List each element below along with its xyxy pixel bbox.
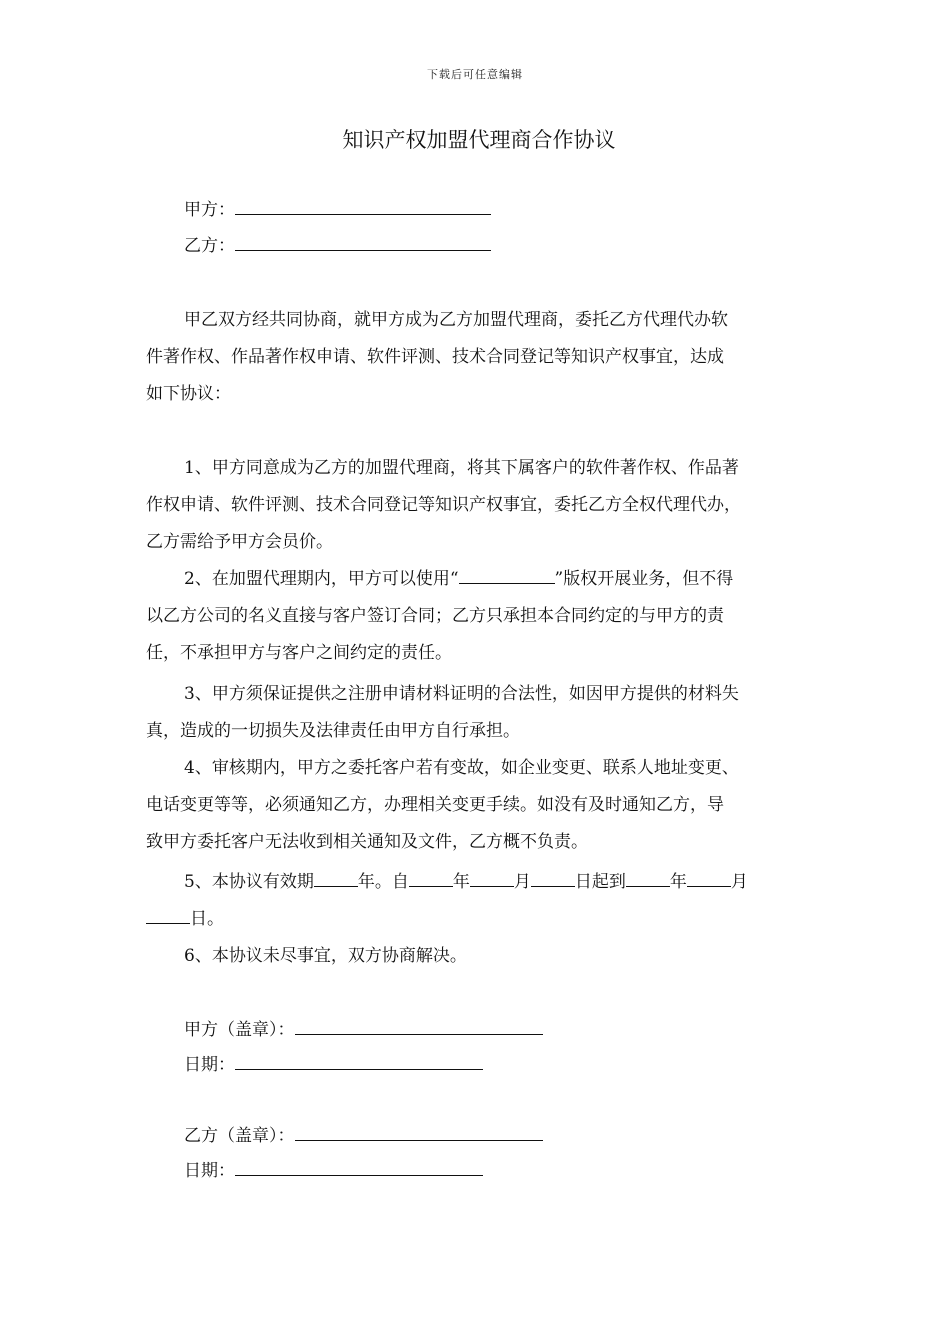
clause-5-part-4: 月 [513, 872, 531, 892]
clause-5-part-2: 年。自 [357, 872, 409, 892]
date-b-field [184, 1157, 483, 1183]
date-a-label: 日期： [184, 1055, 235, 1075]
clause-5-part-6: 年 [669, 872, 687, 892]
clause-2-line-3: 任，不承担甲方与客户之间约定的责任。 [146, 643, 452, 663]
party-b-seal-blank [295, 1122, 543, 1141]
clause-5-part-7: 月 [730, 872, 748, 892]
intro-line-3: 如下协议： [146, 384, 231, 404]
clause-5-years-blank [314, 868, 358, 887]
clause-5 [146, 864, 812, 938]
clause-5-end-day-blank [146, 905, 190, 924]
clause-5-start-month-blank [470, 868, 514, 887]
clause-5-part-1: 5、本协议有效期 [184, 872, 314, 892]
clause-2-line-2: 以乙方公司的名义直接与客户签订合同；乙方只承担本合同约定的与甲方的责 [146, 606, 724, 626]
clause-1-line-1: 1、甲方同意成为乙方的加盟代理商，将其下属客户的软件著作权、作品著 [184, 458, 739, 478]
party-a-seal-label: 甲方（盖章）： [184, 1020, 295, 1040]
party-b-seal-field [184, 1122, 543, 1148]
party-b-blank [235, 232, 491, 251]
party-b-seal-label: 乙方（盖章）： [184, 1126, 295, 1146]
party-b-field [184, 232, 491, 258]
party-a-seal-field [184, 1016, 543, 1042]
date-b-blank [235, 1157, 483, 1176]
clause-5-part-5: 日起到 [574, 872, 626, 892]
clause-5-start-day-blank [531, 868, 575, 887]
party-a-label: 甲方： [184, 200, 235, 220]
date-a-blank [235, 1051, 483, 1070]
clause-5-start-year-blank [409, 868, 453, 887]
date-a-field [184, 1051, 483, 1077]
clause-3-line-1: 3、甲方须保证提供之注册申请材料证明的合法性，如因甲方提供的材料失 [184, 684, 739, 704]
clause-2-line-1a: 2、在加盟代理期内，甲方可以使用“ [184, 569, 459, 589]
intro-paragraph [146, 302, 812, 413]
party-a-field [184, 196, 491, 222]
party-a-blank [235, 196, 491, 215]
clause-5-end-month-blank [687, 868, 731, 887]
clause-4-line-2: 电话变更等等，必须通知乙方，办理相关变更手续。如没有及时通知乙方，导 [146, 795, 724, 815]
clause-4 [146, 750, 812, 861]
clause-1 [146, 450, 812, 561]
intro-line-1: 甲乙双方经共同协商，就甲方成为乙方加盟代理商，委托乙方代理代办软 [184, 310, 728, 330]
header-note: 下载后可任意编辑 [427, 68, 523, 81]
clause-5-part-8: 日。 [190, 909, 224, 929]
clause-6-text: 6、本协议未尽事宜，双方协商解决。 [184, 946, 467, 966]
intro-line-2: 件著作权、作品著作权申请、软件评测、技术合同登记等知识产权事宜，达成 [146, 347, 724, 367]
clause-3-line-2: 真，造成的一切损失及法律责任由甲方自行承担。 [146, 721, 520, 741]
clause-5-end-year-blank [626, 868, 670, 887]
clause-4-line-3: 致甲方委托客户无法收到相关通知及文件，乙方概不负责。 [146, 832, 588, 852]
document-title: 知识产权加盟代理商合作协议 [342, 128, 616, 152]
clause-3 [146, 676, 812, 750]
date-b-label: 日期： [184, 1161, 235, 1181]
clause-2-line-1b: ”版权开展业务，但不得 [554, 569, 734, 589]
clause-1-line-3: 乙方需给予甲方会员价。 [146, 532, 333, 552]
clause-1-line-2: 作权申请、软件评测、技术合同登记等知识产权事宜，委托乙方全权代理代办， [146, 495, 741, 515]
party-a-seal-blank [295, 1016, 543, 1035]
clause-6 [146, 938, 812, 975]
clause-2 [146, 561, 812, 672]
clause-2-blank [459, 565, 555, 584]
party-b-label: 乙方： [184, 236, 235, 256]
clause-5-part-3: 年 [452, 872, 470, 892]
clause-4-line-1: 4、审核期内，甲方之委托客户若有变故，如企业变更、联系人地址变更、 [184, 758, 739, 778]
